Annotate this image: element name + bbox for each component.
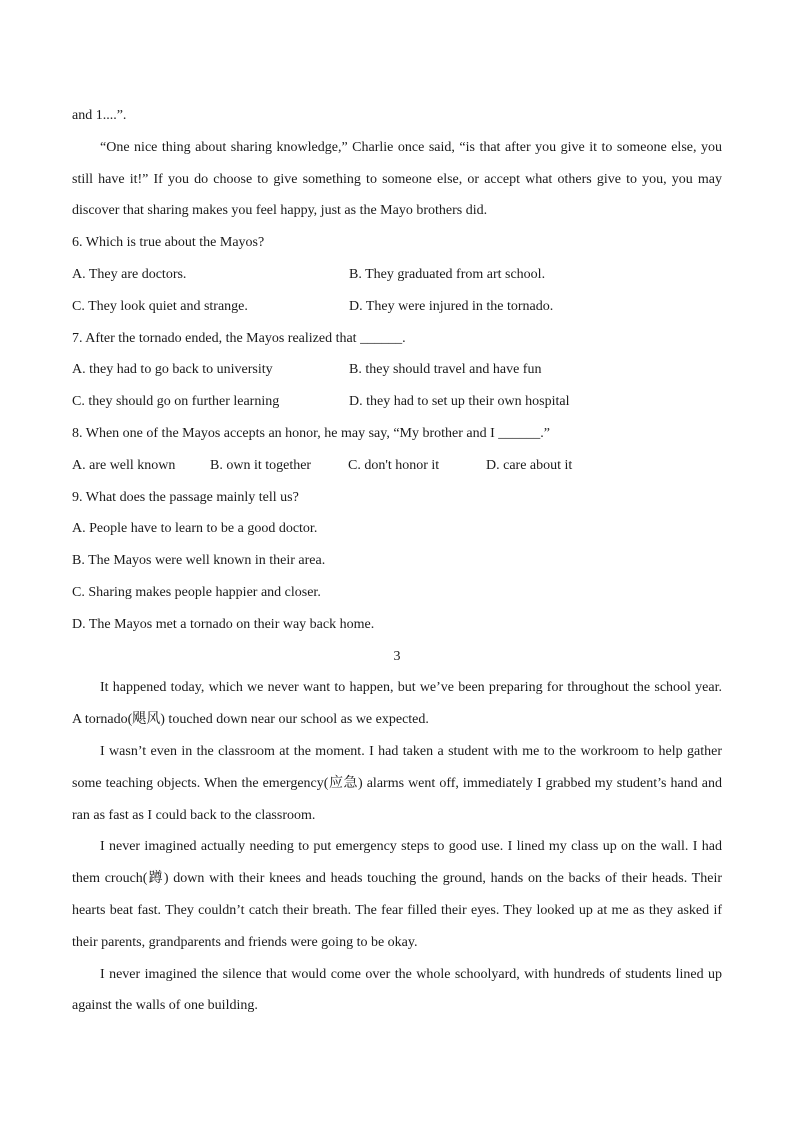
section-number: 3 (393, 648, 401, 664)
passage-3-paragraph-4: I never imagined the silence that would come over the whole schoolyard, with hundreds of students lined up against the walls of one building. (72, 966, 722, 1014)
question-9-option-b: B. The Mayos were well known in their area. (72, 553, 326, 569)
page-content (72, 100, 722, 1022)
passage-3-paragraph-2: I wasn’t even in the classroom at the moment. I had taken a student with me to the workroom to help gather some teaching objects. When the emergency(应急) alarms went off, immediately I grabbed my student’s hand and ran as fast as I could back to the classroom. (72, 743, 722, 823)
question-8-stem: 8. When one of the Mayos accepts an honor, he may say, “My brother and I ______.” (72, 425, 551, 441)
question-6-options-row-2 (72, 291, 722, 323)
question-6-options-row-1 (72, 259, 722, 291)
question-7-option-b: B. they should travel and have fun (349, 362, 542, 378)
question-7-option-a: A. they had to go back to university (72, 362, 273, 378)
question-6-option-d: D. They were injured in the tornado. (349, 298, 554, 314)
question-8-options-row (72, 450, 722, 482)
question-9-option-a: A. People have to learn to be a good doctor. (72, 521, 318, 537)
question-6-stem: 6. Which is true about the Mayos? (72, 235, 265, 251)
passage-continuation-line: and 1....”. (72, 108, 127, 123)
question-9-option-d: D. The Mayos met a tornado on their way back home. (72, 616, 375, 632)
question-8-option-d: D. care about it (486, 457, 573, 473)
question-7-options-row-1 (72, 354, 722, 386)
question-8-option-c: C. don't honor it (348, 457, 440, 473)
question-6-option-c: C. They look quiet and strange. (72, 298, 248, 314)
question-7-options-row-2 (72, 386, 722, 418)
question-7-option-c: C. they should go on further learning (72, 394, 280, 410)
passage-paragraph: “One nice thing about sharing knowledge,” Charlie once said, “is that after you give it to someone else, you still have it!” If you do choose to give something to someone else, or accept what others give to you, you may discover that sharing makes you feel happy, just as the Mayo brothers did. (72, 139, 722, 219)
question-6-option-b: B. They graduated from art school. (349, 266, 546, 282)
question-8-option-b: B. own it together (210, 457, 312, 473)
passage-3-paragraph-3: I never imagined actually needing to put emergency steps to good use. I lined my class up on the wall. I had them crouch(蹲) down with their knees and heads touching the ground, hands on the backs of their heads. Their hearts beat fast. They couldn’t catch their breath. The fear filled their eyes. They looked up at me as they asked if their parents, grandparents and friends were going to be okay. (72, 839, 722, 950)
question-8-option-a: A. are well known (72, 457, 176, 473)
question-9-stem: 9. What does the passage mainly tell us? (72, 489, 299, 505)
question-7-option-d: D. they had to set up their own hospital (349, 394, 570, 410)
passage-3-paragraph-1: It happened today, which we never want to happen, but we’ve been preparing for throughout the school year. A tornado(飓风) touched down near our school as we expected. (72, 680, 722, 728)
question-7-stem: 7. After the tornado ended, the Mayos realized that ______. (72, 330, 406, 346)
question-6-option-a: A. They are doctors. (72, 266, 187, 282)
question-9-option-c: C. Sharing makes people happier and closer. (72, 584, 321, 600)
